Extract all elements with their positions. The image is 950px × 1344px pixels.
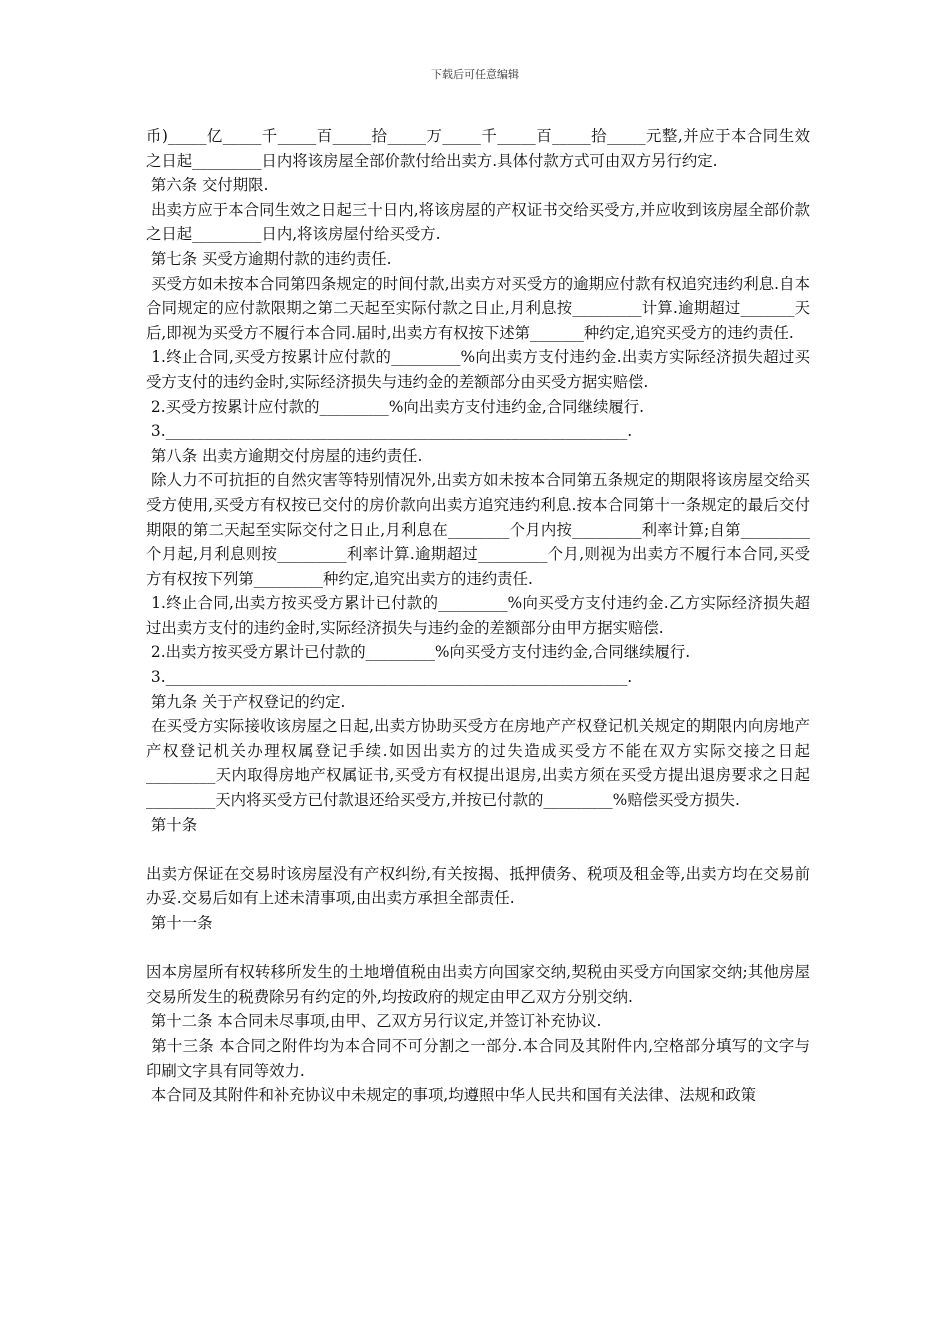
page-header: 下载后可任意编辑 [431, 68, 519, 81]
blank-line [146, 936, 810, 961]
paragraph: 在买受方实际接收该房屋之日起,出卖方协助买受方在房地产产权登记机关规定的期限内向房地产产权登记机关办理权属登记手续.如因出卖方的过失造成买受方不能在双方实际交接之日起_________天内取得房地产权属证书,买受方有权提出退房,出卖方须在买受方提出退房要求之日起_________天内将买受方已付款退还给买受方,并按已付款的_________%赔偿买受方损失. [146, 717, 810, 810]
document-body [146, 124, 810, 1108]
paragraph: 2.买受方按累计应付款的_________%向出卖方支付违约金,合同继续履行. [146, 397, 645, 416]
paragraph: 2.出卖方按买受方累计已付款的_________%向买受方支付违约金,合同继续履行. [146, 643, 691, 662]
paragraph: 买受方如未按本合同第四条规定的时间付款,出卖方对买受方的逾期应付款有权追究违约利息.自本合同规定的应付款限期之第二天起至实际付款之日止,月利息按_________计算.逾期超过_______天后,即视为买受方不履行本合同.届时,出卖方有权按下述第_______种约定,追究买受方的违约责任. [146, 274, 810, 342]
paragraph: 1.终止合同,出卖方按买受方累计已付款的_________%向买受方支付违约金.乙方实际经济损失超过出卖方支付的违约金时,实际经济损失与违约金的差额部分由甲方据实赔偿. [146, 594, 810, 637]
paragraph: 第六条 交付期限. [146, 176, 269, 195]
paragraph: 1.终止合同,买受方按累计应付款的_________%向出卖方支付违约金.出卖方实际经济损失超过买受方支付的违约金时,实际经济损失与违约金的差额部分由买受方据实赔偿. [146, 348, 810, 391]
paragraph: 除人力不可抗拒的自然灾害等特别情况外,出卖方如未按本合同第五条规定的期限将该房屋交给买受方使用,买受方有权按已交付的房价款向出卖方追究违约利息.按本合同第十一条规定的最后交付期限的第二天起至实际交付之日止,月利息在________个月内按_________利率计算;自第_________个月起,月利息则按_________利率计算.逾期超过_________个月,则视为出卖方不履行本合同,买受方有权按下列第_________种约定,追究出卖方的违约责任. [146, 471, 810, 588]
paragraph: 第十条 [146, 815, 198, 834]
blank-line [146, 837, 810, 862]
paragraph: 因本房屋所有权转移所发生的土地增值税由出卖方向国家交纳,契税由买受方向国家交纳;其他房屋交易所发生的税费除另有约定的外,均按政府的规定由甲乙双方分别交纳. [146, 963, 810, 1006]
paragraph: 第十三条 本合同之附件均为本合同不可分割之一部分.本合同及其附件内,空格部分填写的文字与印刷文字具有同等效力. [146, 1036, 810, 1080]
paragraph: 第八条 出卖方逾期交付房屋的违约责任. [146, 446, 423, 465]
paragraph: 3.____________________________________________________________. [146, 422, 633, 441]
paragraph: 出卖方应于本合同生效之日起三十日内,将该房屋的产权证书交给买受方,并应收到该房屋全部价款之日起_________日内,将该房屋付给买受方. [146, 200, 810, 244]
paragraph: 第九条 关于产权登记的约定. [146, 692, 346, 711]
paragraph: 第十一条 [146, 914, 213, 932]
paragraph: 第十二条 本合同未尽事项,由甲、乙双方另行议定,并签订补充协议. [146, 1012, 602, 1031]
paragraph: 出卖方保证在交易时该房屋没有产权纠纷,有关按揭、抵押债务、税项及租金等,出卖方均在交易前办妥.交易后如有上述未清事项,由出卖方承担全部责任. [146, 864, 810, 908]
paragraph: 3.____________________________________________________________. [146, 668, 633, 687]
paragraph: 第七条 买受方逾期付款的违约责任. [146, 249, 392, 268]
paragraph: 币)_____亿_____千_____百_____拾_____万_____千_____百_____拾_____元整,并应于本合同生效之日起_________日内将该房屋全部价款付给出卖方.具体付款方式可由双方另行约定. [146, 127, 810, 170]
paragraph: 本合同及其附件和补充协议中未规定的事项,均遵照中华人民共和国有关法律、法规和政策 [146, 1086, 757, 1105]
